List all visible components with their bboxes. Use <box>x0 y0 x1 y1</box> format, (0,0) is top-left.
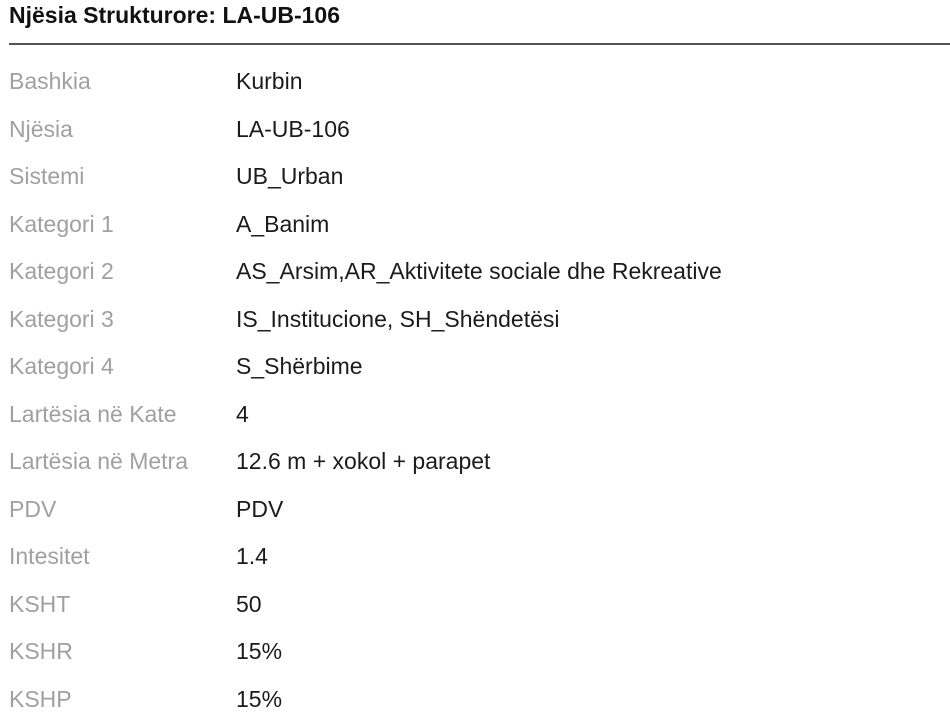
label-kategori-1: Kategori 1 <box>9 210 114 237</box>
value-kshp: 15% <box>236 685 283 712</box>
label-intesitet: Intesitet <box>9 543 90 569</box>
row-lartesia-kate <box>0 391 950 439</box>
row-kategori-1 <box>0 201 950 249</box>
row-lartesia-metra <box>0 438 950 486</box>
row-intesitet <box>0 533 950 581</box>
label-lartesia-metra: Lartësia në Metra <box>9 448 188 474</box>
value-sistemi: UB_Urban <box>236 163 344 189</box>
value-kategori-3: IS_Institucione, SH_Shëndetësi <box>236 305 560 332</box>
value-intesitet: 1.4 <box>236 543 268 569</box>
row-ksht <box>0 581 950 629</box>
row-pdv <box>0 486 950 534</box>
label-kshr: KSHR <box>9 638 73 664</box>
row-kategori-4 <box>0 343 950 391</box>
row-njesia <box>0 106 950 154</box>
value-kategori-2: AS_Arsim,AR_Aktivitete sociale dhe Rekreative <box>236 258 722 284</box>
label-kategori-4: Kategori 4 <box>9 353 114 379</box>
value-pdv: PDV <box>236 495 284 522</box>
title-divider <box>9 43 950 45</box>
label-bashkia: Bashkia <box>9 68 91 94</box>
row-kategori-3 <box>0 296 950 344</box>
row-kshp <box>0 676 950 723</box>
label-kategori-2: Kategori 2 <box>9 258 114 284</box>
value-bashkia: Kurbin <box>236 68 303 94</box>
value-kategori-4: S_Shërbime <box>236 353 363 379</box>
value-ksht: 50 <box>236 590 262 617</box>
row-kshr <box>0 628 950 676</box>
label-njesia: Njësia <box>9 115 73 142</box>
row-kategori-2 <box>0 248 950 296</box>
label-ksht: KSHT <box>9 590 71 617</box>
page-title: Njësia Strukturore: LA-UB-106 <box>9 2 341 28</box>
label-kategori-3: Kategori 3 <box>9 305 114 332</box>
label-lartesia-kate: Lartësia në Kate <box>9 400 177 427</box>
value-kshr: 15% <box>236 638 283 664</box>
value-lartesia-kate: 4 <box>236 400 249 427</box>
label-kshp: KSHP <box>9 685 72 712</box>
label-pdv: PDV <box>9 495 57 522</box>
row-bashkia <box>0 58 950 106</box>
value-kategori-1: A_Banim <box>236 210 330 237</box>
label-sistemi: Sistemi <box>9 163 85 189</box>
value-njesia: LA-UB-106 <box>236 115 350 142</box>
row-sistemi <box>0 153 950 201</box>
value-lartesia-metra: 12.6 m + xokol + parapet <box>236 448 491 474</box>
attribute-table <box>0 58 950 723</box>
